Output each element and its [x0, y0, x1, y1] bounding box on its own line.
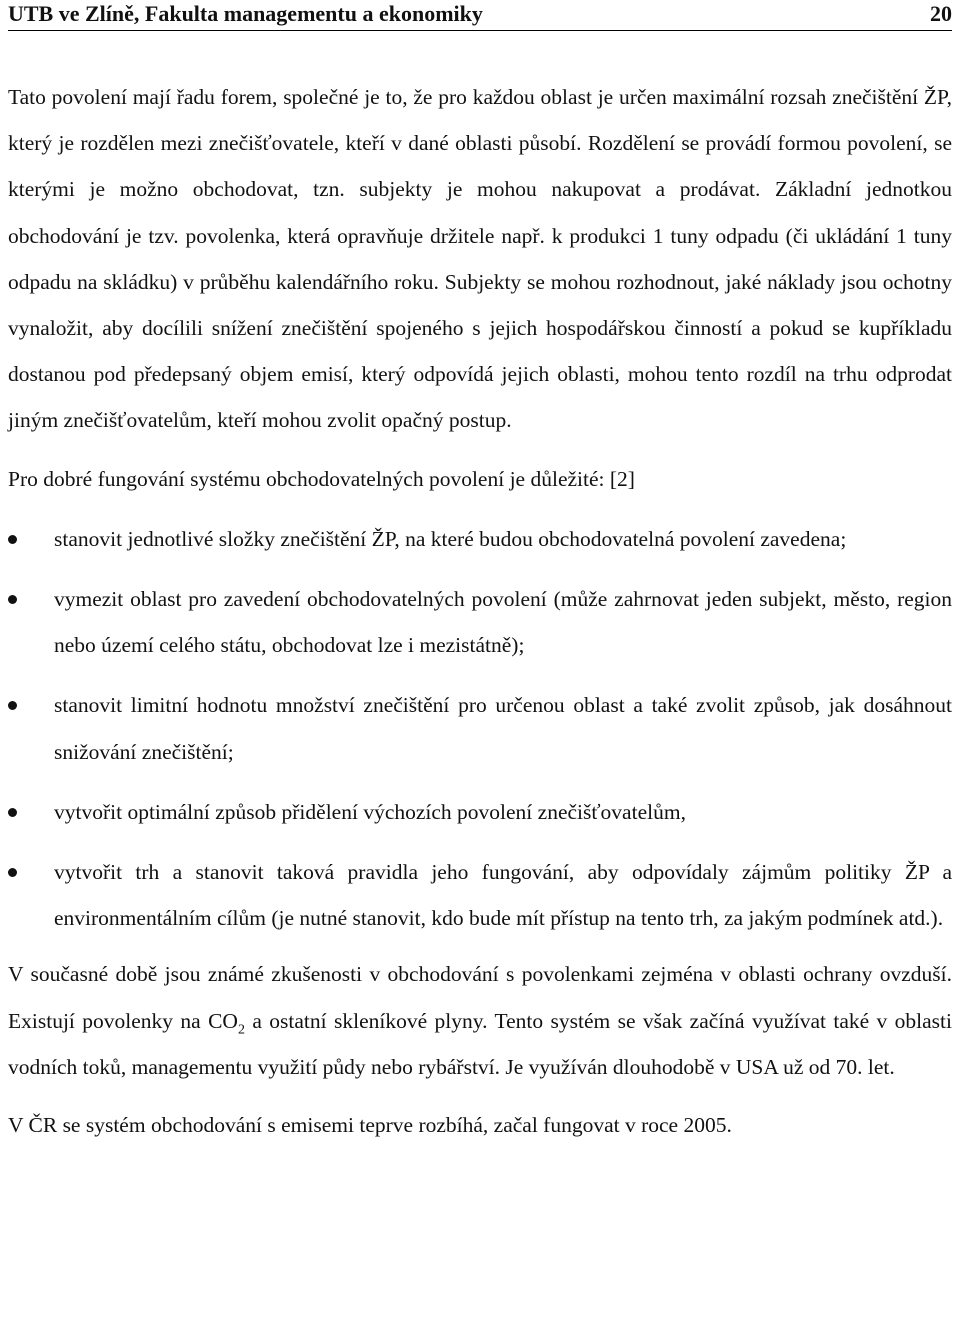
bullet-list — [8, 516, 952, 942]
bullet-icon — [8, 868, 17, 877]
paragraph-list-lead: Pro dobré fungování systému obchodovatelných povolení je důležité: [2] — [8, 466, 635, 491]
paragraph-experience — [8, 951, 952, 1090]
header-title: UTB ve Zlíně, Fakulta managementu a ekonomiky — [8, 1, 483, 26]
list-item-text: stanovit limitní hodnotu množství znečištění pro určenou oblast a také zvolit způsob, jak dosáhnout snižování znečištění; — [54, 693, 952, 764]
co2-subscript: 2 — [237, 1021, 245, 1037]
paragraph-experience-text-1: V současné době jsou známé zkušenosti v obchodování s povolenkami zejména v oblasti ochrany ovzduší. Existují povolenky na CO — [8, 962, 952, 1033]
list-item — [8, 682, 952, 774]
document-body — [8, 74, 952, 1148]
list-item — [8, 516, 952, 562]
list-item-text: vytvořit trh a stanovit taková pravidla jeho fungování, aby odpovídaly zájmům politiky ŽP a environmentálním cílům (je nutné stanovit, kdo bude mít přístup na tento trh, za jakým podmínek atd.). — [54, 860, 952, 931]
page-number: 20 — [930, 1, 952, 26]
list-item — [8, 789, 952, 835]
list-item — [8, 849, 952, 941]
bullet-icon — [8, 808, 17, 817]
bullet-icon — [8, 701, 17, 710]
list-item-text: vymezit oblast pro zavedení obchodovatelných povolení (může zahrnovat jeden subjekt, město, region nebo území celého státu, obchodovat lze i mezistátně); — [54, 587, 952, 658]
bullet-icon — [8, 595, 17, 604]
list-item — [8, 576, 952, 668]
list-item-text: vytvořit optimální způsob přidělení výchozích povolení znečišťovatelům, — [54, 799, 686, 824]
paragraph-experience-text-2: a ostatní skleníkové plyny. Tento systém se však začíná využívat také v oblasti vodních toků, managementu využití půdy nebo rybářství. Je využíván dlouhodobě v USA už od 70. let. — [8, 1008, 952, 1079]
paragraph-czech-republic: V ČR se systém obchodování s emisemi teprve rozbíhá, začal fungovat v roce 2005. — [8, 1113, 732, 1138]
page-header — [8, 0, 952, 31]
paragraph-intro: Tato povolení mají řadu forem, společné je to, že pro každou oblast je určen maximální rozsah znečištění ŽP, který je rozdělen mezi znečišťovatele, kteří v dané oblasti působí. Rozdělení se provádí formou povolení, se kterými je možno obchodovat, tzn. subjekty je mohou nakupovat a prodávat. Základní jednotkou obchodování je tzv. povolenka, která opravňuje držitele např. k produkci 1 tuny odpadu (či ukládání 1 tuny odpadu na skládku) v průběhu kalendářního roku. Subjekty se mohou rozhodnout, jaké náklady jsou ochotny vynaložit, aby docílili snížení znečištění spojeného s jejich hospodářskou činností a pokud se kupříkladu dostanou pod předepsaný objem emisí, který odpovídá jejich oblasti, mohou tento rozdíl na trhu odprodat jiným znečišťovatelům, kteří mohou zvolit opačný postup. — [8, 85, 952, 433]
bullet-icon — [8, 535, 17, 544]
list-item-text: stanovit jednotlivé složky znečištění ŽP, na které budou obchodovatelná povolení zavedena; — [54, 526, 847, 551]
